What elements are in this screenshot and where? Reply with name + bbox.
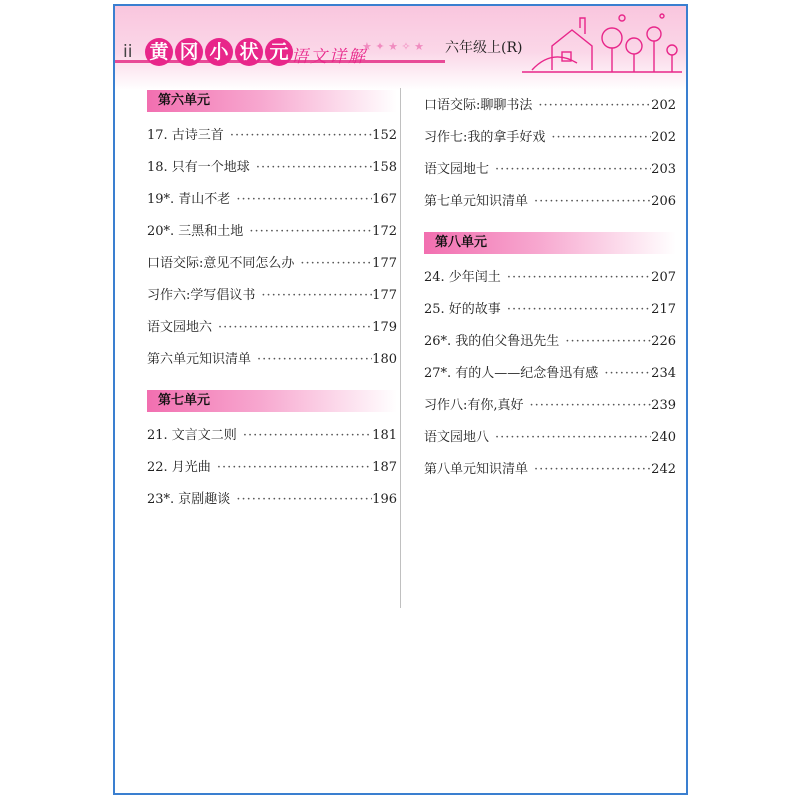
- house-tree-decoration-icon: [522, 8, 682, 78]
- toc-entry: [147, 420, 397, 452]
- toc-leader-dots: [212, 312, 372, 344]
- toc-entry-title: 口语交际:意见不同怎么办: [147, 256, 295, 271]
- toc-entry: [147, 184, 397, 216]
- toc-leader-dots: [524, 390, 652, 422]
- toc-entry: [424, 262, 676, 294]
- toc-entry-page: 180: [372, 352, 397, 367]
- toc-leader-dots: [598, 358, 651, 390]
- toc-entry-page: 207: [651, 270, 676, 285]
- toc-entry-page: 239: [651, 398, 676, 413]
- toc-entry-title: 语文园地六: [147, 320, 213, 335]
- brand-char: 冈: [175, 38, 203, 66]
- toc-leader-dots: [250, 152, 372, 184]
- toc-entry-title: 23*. 京剧趣谈: [147, 492, 231, 507]
- toc-leader-dots: [211, 452, 372, 484]
- toc-leader-dots: [255, 280, 372, 312]
- toc-entry-page: 196: [372, 492, 397, 507]
- toc-leader-dots: [230, 484, 372, 516]
- unit-heading: 第七单元: [147, 390, 397, 412]
- toc-entry-page: 187: [372, 460, 397, 475]
- toc-leader-dots: [237, 420, 372, 452]
- toc-entry: [424, 454, 676, 486]
- brand-char: 黄: [145, 38, 173, 66]
- toc-entry-title: 语文园地七: [424, 162, 490, 177]
- toc-entry-page: 179: [372, 320, 397, 335]
- toc-entry: [424, 358, 676, 390]
- toc-entry-title: 习作八:有你,真好: [424, 398, 524, 413]
- brand-logo: [145, 38, 293, 66]
- toc-leader-dots: [489, 422, 651, 454]
- toc-leader-dots: [224, 120, 372, 152]
- toc-entry: [424, 294, 676, 326]
- toc-entry-page: 152: [372, 128, 397, 143]
- column-divider: [400, 88, 401, 608]
- toc-leader-dots: [251, 344, 372, 376]
- page-number: ii: [123, 42, 133, 62]
- toc-leader-dots: [528, 454, 651, 486]
- toc-entry: [147, 120, 397, 152]
- toc-leader-dots: [243, 216, 372, 248]
- toc-entry-title: 口语交际:聊聊书法: [424, 98, 533, 113]
- brand-char: 小: [205, 38, 233, 66]
- toc-entry: [147, 280, 397, 312]
- toc-entry-title: 习作七:我的拿手好戏: [424, 130, 546, 145]
- toc-entry-page: 202: [651, 130, 676, 145]
- toc-entry-title: 25. 好的故事: [424, 302, 501, 317]
- toc-entry-page: 234: [651, 366, 676, 381]
- toc-entry-title: 18. 只有一个地球: [147, 160, 250, 175]
- toc-entry: [424, 186, 676, 218]
- unit-heading: 第六单元: [147, 90, 397, 112]
- toc-entry-page: 203: [651, 162, 676, 177]
- grade-label: 六年级上(R): [445, 40, 523, 56]
- toc-entry: [424, 390, 676, 422]
- toc-entry: [147, 312, 397, 344]
- toc-leader-dots: [545, 122, 651, 154]
- toc-entry: [424, 154, 676, 186]
- toc-entry-title: 语文园地八: [424, 430, 490, 445]
- toc-entry-page: 240: [651, 430, 676, 445]
- toc-entry-page: 172: [372, 224, 397, 239]
- toc-entry-page: 217: [651, 302, 676, 317]
- toc-entry-page: 181: [372, 428, 397, 443]
- toc-leader-dots: [501, 262, 651, 294]
- toc-entry-title: 习作六:学写倡议书: [147, 288, 256, 303]
- toc-entry-title: 24. 少年闰土: [424, 270, 501, 285]
- toc-entry-title: 20*. 三黑和土地: [147, 224, 244, 239]
- brand-subtitle: 语文详解: [291, 47, 367, 67]
- toc-entry: [147, 216, 397, 248]
- brand-char: 状: [235, 38, 263, 66]
- toc-entry-page: 202: [651, 98, 676, 113]
- toc-entry-page: 226: [651, 334, 676, 349]
- toc-entry-title: 17. 古诗三首: [147, 128, 224, 143]
- toc-entry-title: 第八单元知识清单: [424, 462, 529, 477]
- toc-right-column: [424, 90, 676, 486]
- toc-leader-dots: [489, 154, 651, 186]
- toc-entry: [424, 90, 676, 122]
- toc-entry: [147, 452, 397, 484]
- toc-entry: [147, 344, 397, 376]
- toc-entry: [424, 422, 676, 454]
- toc-leader-dots: [294, 248, 372, 280]
- toc-entry: [147, 484, 397, 516]
- toc-leader-dots: [532, 90, 651, 122]
- toc-entry: [424, 122, 676, 154]
- toc-entry-page: 177: [372, 288, 397, 303]
- toc-entry-title: 22. 月光曲: [147, 460, 211, 475]
- toc-entry-title: 21. 文言文二则: [147, 428, 237, 443]
- toc-entry: [424, 326, 676, 358]
- toc-entry-title: 19*. 青山不老: [147, 192, 231, 207]
- toc-entry-page: 206: [651, 194, 676, 209]
- toc-entry-title: 27*. 有的人——纪念鲁迅有感: [424, 366, 599, 381]
- toc-entry-title: 第七单元知识清单: [424, 194, 529, 209]
- toc-leader-dots: [559, 326, 651, 358]
- toc-leader-dots: [230, 184, 372, 216]
- toc-entry-title: 第六单元知识清单: [147, 352, 252, 367]
- brand-char: 元: [265, 38, 293, 66]
- star-decoration-icon: ★ ✦ ★ ✧ ★: [362, 40, 425, 53]
- toc-entry: [147, 248, 397, 280]
- toc-entry-page: 158: [372, 160, 397, 175]
- toc-entry-page: 167: [372, 192, 397, 207]
- toc-leader-dots: [501, 294, 651, 326]
- toc-leader-dots: [528, 186, 651, 218]
- toc-entry-page: 177: [372, 256, 397, 271]
- unit-heading: 第八单元: [424, 232, 676, 254]
- toc-entry-title: 26*. 我的伯父鲁迅先生: [424, 334, 560, 349]
- toc-entry: [147, 152, 397, 184]
- toc-entry-page: 242: [651, 462, 676, 477]
- toc-left-column: [147, 90, 397, 516]
